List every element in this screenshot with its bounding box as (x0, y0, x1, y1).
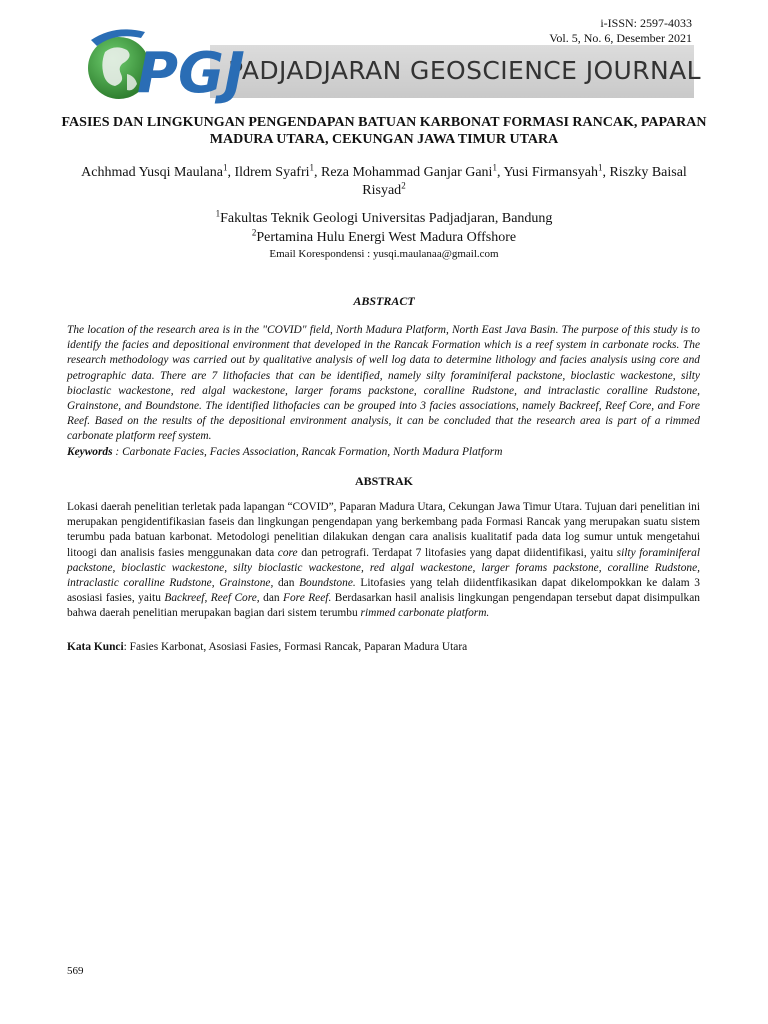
author-separator: , (314, 165, 321, 180)
affiliation-1-text: Fakultas Teknik Geologi Universitas Padjadjaran, Bandung (220, 211, 553, 226)
author-name: Yusi Firmansyah (503, 165, 598, 180)
author-affiliation-mark: 1 (492, 162, 497, 173)
abstrak-heading: ABSTRAK (354, 474, 413, 488)
keywords-list: : Carbonate Facies, Facies Association, Rancak Formation, North Madura Platform (112, 446, 503, 458)
keywords-label: Keywords (67, 446, 113, 458)
logo-lettering: PGJ (137, 41, 245, 106)
abstrak-segment: Boundstone. (299, 577, 356, 590)
abstrak-segment: Backreef, Reef Core, (164, 592, 260, 605)
author-separator: , (496, 165, 504, 180)
author-separator: , (227, 165, 235, 180)
abstrak-segment: dan (273, 577, 300, 590)
abstrak-text (67, 500, 700, 622)
journal-logo-icon (75, 22, 245, 114)
author-name: Achhmad Yusqi Maulana (81, 165, 223, 180)
abstrak-segment: rimmed carbonate platform. (360, 607, 490, 620)
abstract-heading: ABSTRACT (353, 294, 415, 308)
abstrak-segment: dan petrografi. Terdapat 7 litofasies yang dapat diidentifikasi, yaitu (297, 546, 617, 559)
abstrak-segment: dan (259, 592, 284, 605)
author-name: Riszky Baisal Risyad (362, 165, 687, 198)
author-list (60, 164, 708, 200)
affiliation-1 (40, 210, 728, 228)
journal-name: PADJADJARAN GEOSCIENCE JOURNAL (228, 56, 701, 85)
paper-title: FASIES DAN LINGKUNGAN PENGENDAPAN BATUAN KARBONAT FORMASI RANCAK, PAPARAN MADURA UTARA, CEKUNGAN JAWA TIMUR UTARA (61, 115, 707, 147)
author-name: Ildrem Syafri (234, 165, 310, 180)
abstrak-segment: Berdasarkan hasil analisis lingkungan pengendapan tersebut dapat disimpulkan bahwa daerah penelitian merupakan bagian dari sistem terumbu (67, 592, 700, 620)
author-affiliation-mark: 2 (401, 180, 406, 191)
affiliation-2 (40, 229, 728, 247)
journal-issn-block (549, 16, 692, 46)
volume-line: Vol. 5, No. 6, Desember 2021 (549, 31, 692, 45)
affiliation-2-mark: 2 (251, 227, 257, 238)
abstrak-segment: silty foraminiferal packstone, bioclastic wackestone, silty bioclastic wackestone, red algal wackestone, larger forams packstone, coralline Rudstone, intraclastic coralline Rudstone, Grainstone, (67, 546, 700, 590)
kata-kunci-list: : Fasies Karbonat, Asosiasi Fasies, Formasi Rancak, Paparan Madura Utara (123, 641, 468, 653)
author-name: Reza Mohammad Ganjar Gani (321, 165, 493, 180)
abstract-text: The location of the research area is in the "COVID" field, North Madura Platform, North East Java Basin. The purpose of this study is to identify the facies and depositional environment that developed in the Rancak Formation which is a reef system in carbonate rocks. The research methodology was carried out by qualitative analysis of well log data to determine lithology and facies analysis using core and petrographic data. There are 7 lithofacies that can be identified, namely silty foraminiferal packstone, bioclastic wackestone, silty bioclastic wackestone, red algal wackestone, larger forams packstone, coralline Rudstone, and intraclastic coralline Rudstone, Grainstone, and Boundstone. The identified lithofacies can be grouped into 3 facies associations, namely Backreef, Reef Core, and Fore Reef. Based on the results of the depositional environment analysis, it can be concluded that the research area is part of a rimmed carbonate platform reef system. (67, 324, 700, 443)
page-number: 569 (67, 965, 84, 977)
kata-kunci-label: Kata Kunci (67, 641, 124, 653)
author-affiliation-mark: 1 (597, 162, 603, 173)
abstrak-segment: Fore Reef. (283, 592, 332, 605)
issn-line: i-ISSN: 2597-4033 (600, 16, 692, 30)
author-separator: , (602, 165, 610, 180)
abstrak-keywords (67, 640, 700, 655)
author-affiliation-mark: 1 (222, 162, 228, 173)
correspondence-email: Email Korespondensi : yusqi.maulanaa@gmail.com (269, 248, 499, 260)
author-affiliation-mark: 1 (309, 162, 314, 173)
abstrak-segment: Lokasi daerah penelitian terletak pada lapangan “COVID”, Paparan Madura Utara, Cekungan Jawa Timur Utara. Tujuan dari penelitian ini merupakan pengidentifikasian faseis dan lingkungan pengendapan yang berkembang pada Formasi Rancak yang merupakan suatu sistem terumbu pada batuan karbonat. Metodologi penelitian dilakukan dengan cara analisis kualitatif pada data log sumur untuk mengetahui litoogi dan analisis fasies menggunakan data (67, 501, 700, 559)
affiliation-2-text: Pertamina Hulu Energi West Madura Offshore (256, 230, 517, 245)
abstrak-segment: core (277, 546, 298, 559)
abstrak-segment: Litofasies yang telah diidentfikasikan dapat dikelompokkan ke dalam 3 asosiasi fasies, yaitu (67, 577, 700, 605)
affiliation-1-mark: 1 (215, 208, 221, 219)
abstract-keywords (67, 445, 700, 460)
